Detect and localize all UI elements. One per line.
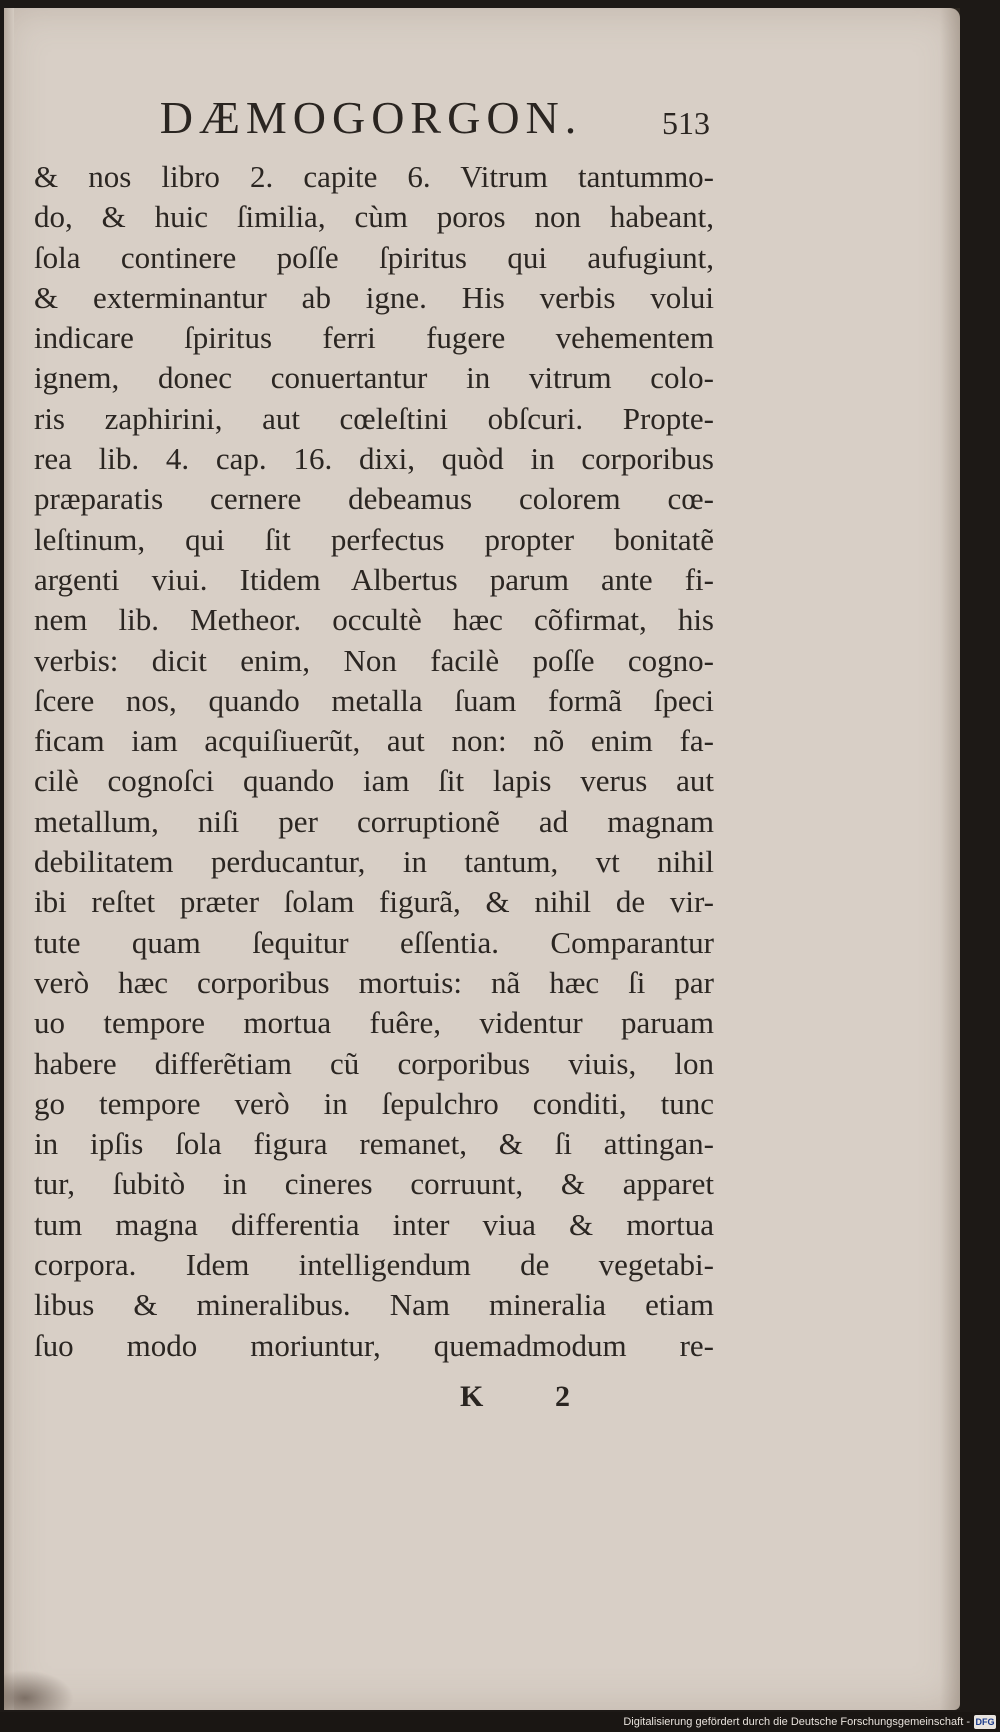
text-line: argenti viui. Itidem Albertus parum ante fi- — [34, 561, 714, 597]
text-line: ſuo modo moriuntur, quemadmodum re- — [34, 1327, 714, 1363]
text-line: ſcere nos, quando metalla ſuam formã ſpeci — [34, 682, 714, 718]
text-line: ris zaphirini, aut cœleſtini obſcuri. Propte- — [34, 400, 714, 436]
text-line: in ipſis ſola figura remanet, & ſi attingan- — [34, 1126, 714, 1162]
text-line: præparatis cernere debeamus colorem cœ- — [34, 481, 714, 517]
text-line: indicare ſpiritus ferri fugere vehementem — [34, 320, 714, 356]
signature-mark — [460, 1375, 570, 1419]
text-line: metallum, niſi per corruptionẽ ad magnam — [34, 803, 714, 839]
page-edge — [4, 8, 14, 1710]
footer-credit: Digitalisierung gefördert durch die Deutsche Forschungsgemeinschaft - — [623, 1716, 970, 1728]
text-line: uo tempore mortua fuêre, videntur paruam — [34, 1005, 714, 1041]
dfg-logo: DFG — [975, 1717, 995, 1727]
text-line: ficam iam acquiſiuerũt, aut non: nõ enim fa- — [34, 723, 714, 759]
page-stain — [4, 1670, 74, 1710]
text-line: libus & mineralibus. Nam mineralia etiam — [34, 1287, 714, 1323]
text-line: leſtinum, qui ſit perfectus propter bonitatẽ — [34, 521, 714, 557]
text-line: go tempore verò in ſepulchro conditi, tunc — [34, 1085, 714, 1121]
signature-letter: K — [460, 1380, 484, 1413]
text-line: tute quam ſequitur eſſentia. Comparantur — [34, 924, 714, 960]
text-line: ſola continere poſſe ſpiritus qui aufugiunt, — [34, 239, 714, 275]
text-line: debilitatem perducantur, in tantum, vt nihil — [34, 844, 714, 880]
text-line: & nos libro 2. capite 6. Vitrum tantummo- — [34, 159, 714, 194]
text-line: rea lib. 4. cap. 16. dixi, quòd in corporibus — [34, 441, 714, 477]
text-line: tur, ſubitò in cineres corruunt, & apparet — [34, 1166, 714, 1202]
text-line: habere differẽtiam cũ corporibus viuis, lon — [34, 1045, 714, 1081]
text-line: ibi reſtet præter ſolam figurã, & nihil de vir- — [34, 884, 714, 920]
text-line: verò hæc corporibus mortuis: nã hæc ſi par — [34, 964, 714, 1000]
text-line: verbis: dicit enim, Non facilè poſſe cogno- — [34, 642, 714, 678]
text-line: ignem, donec conuertantur in vitrum colo- — [34, 360, 714, 396]
page-number: 513 — [662, 105, 710, 141]
page-fold-shadow — [940, 8, 960, 1710]
text-line: tum magna differentia inter viua & mortua — [34, 1206, 714, 1242]
text-line: cilè cognoſci quando iam ſit lapis verus aut — [34, 763, 714, 799]
signature-number: 2 — [555, 1380, 570, 1413]
running-head: DÆMOGORGON. — [159, 92, 583, 143]
text-line: do, & huic ſimilia, cùm poros non habeant, — [34, 199, 714, 235]
text-line: nem lib. Metheor. occultè hæc cõfirmat, his — [34, 602, 714, 638]
body-text — [34, 157, 714, 1366]
text-line: & exterminantur ab igne. His verbis volui — [34, 279, 714, 315]
text-line: corpora. Idem intelligendum de vegetabi- — [34, 1247, 714, 1283]
